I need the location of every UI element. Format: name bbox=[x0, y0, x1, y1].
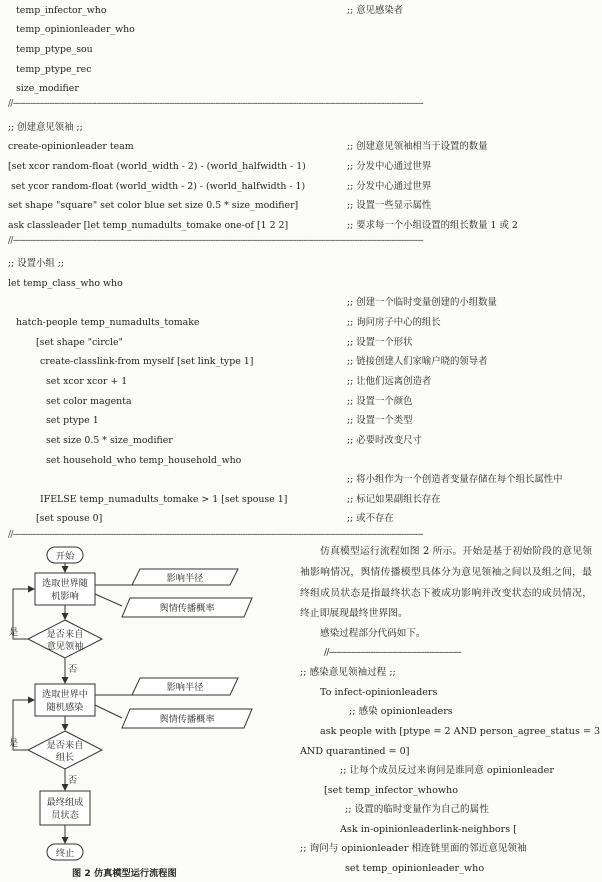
code-comment: ;; 设置一个颜色 bbox=[347, 396, 413, 407]
code-line: [set temp_infector_whowho bbox=[324, 785, 459, 796]
code-comment: ;; 设置一些显示属性 bbox=[347, 200, 432, 211]
code-line: set temp_opinionleader_who bbox=[345, 863, 485, 874]
decision2-line2: 组长 bbox=[55, 752, 75, 763]
step1-label-line1: 选取世界随 bbox=[42, 578, 88, 589]
code-comment: ;; 创建一个临时变量创建的小组数量 bbox=[347, 297, 497, 308]
decision2-line1: 是否来自 bbox=[46, 740, 84, 751]
no-label: 否 bbox=[68, 664, 78, 675]
separator-line: //------------------------------------------------------------------------------------------------------------------------------------------------------------------------ bbox=[8, 99, 423, 109]
code-comment: ;; 将小组作为一个创造者变量存储在每个组长属性中 bbox=[347, 474, 563, 485]
code-comment: ;; 或不存在 bbox=[347, 513, 394, 524]
spread-rate-label-2: 舆情传播概率 bbox=[159, 714, 215, 725]
final-state-line2: 员状态 bbox=[51, 810, 79, 821]
body-paragraph-2: 感染过程部分代码如下。 bbox=[320, 628, 426, 639]
code-comment: ;; 设置的临时变量作为自己的属性 bbox=[345, 804, 489, 815]
code-comment: ;; 意见感染者 bbox=[347, 5, 404, 16]
end-label: 终止 bbox=[55, 848, 75, 859]
section-heading: ;; 创建意见领袖 ;; bbox=[8, 122, 83, 133]
code-comment: ;; 让他们远离创造者 bbox=[347, 376, 432, 387]
code-line: ask people with [ptype = 2 AND person_agree_status = 3 bbox=[320, 726, 601, 737]
separator-line: //------------------------------------------------------------------------------------------------------------------------------------------------------------------------ bbox=[8, 236, 423, 246]
code-line: temp_ptype_rec bbox=[16, 64, 92, 75]
code-line: let temp_class_who who bbox=[8, 278, 123, 289]
decision1-line1: 是否来自 bbox=[46, 629, 84, 640]
code-comment: ;; 设置一个形状 bbox=[347, 337, 413, 348]
influence-radius-label: 影响半径 bbox=[166, 573, 204, 584]
code-comment: ;; 必要时改变尺寸 bbox=[347, 435, 422, 446]
code-comment: ;; 分发中心通过世界 bbox=[347, 161, 432, 172]
final-state-line1: 最终组成 bbox=[46, 797, 84, 808]
code-comment: ;; 询问房子中心的组长 bbox=[347, 317, 441, 328]
code-line: set household_who temp_household_who bbox=[46, 455, 242, 466]
spread-rate-label: 舆情传播概率 bbox=[159, 603, 215, 614]
code-line: create-classlink-from myself [set link_type 1] bbox=[40, 356, 254, 367]
flowchart bbox=[0, 538, 300, 864]
code-line: set size 0.5 * size_modifier bbox=[46, 435, 173, 446]
code-line: set color magenta bbox=[46, 396, 132, 407]
yes-label-2: 是 bbox=[9, 738, 19, 749]
code-comment: ;; 询问与 opinionleader 相连链里面的邻近意见领袖 bbox=[300, 843, 527, 854]
code-line: set xcor xcor + 1 bbox=[46, 376, 128, 387]
code-line: set ycor random-float (world_width - 2) - (world_halfwidth - 1) bbox=[11, 181, 306, 192]
decision1-line2: 意见领袖 bbox=[46, 641, 84, 652]
code-line: set shape "square" set color blue set size 0.5 * size_modifier] bbox=[8, 200, 299, 211]
code-line: set ptype 1 bbox=[46, 415, 99, 426]
paragraph-text: 仿真模型运行流程如图 2 所示。开始是基于初始阶段的意见领袖影响情况，舆情传播模型具体分为意见领袖之间以及组之间，最终组成员状态是指最终状态下被成功影响并改变状态的成员情况，终止即展现最终世界图。 bbox=[300, 546, 592, 620]
body-paragraph bbox=[300, 542, 592, 625]
separator-line: //------------------------------------------------------ bbox=[324, 648, 461, 658]
code-comment: ;; 让每个成员反过来询问是谁同意 opinionleader bbox=[340, 765, 554, 776]
separator-line: //------------------------------------------------------------------------------------------------------------------------------------------------------------------------ bbox=[8, 530, 423, 540]
code-comment: ;; 标记如果副组长存在 bbox=[347, 494, 441, 505]
code-comment: ;; 要求每一个小组设置的组长数量 1 或 2 bbox=[347, 220, 518, 231]
yes-label: 是 bbox=[9, 627, 19, 638]
code-line: temp_opinionleader_who bbox=[16, 24, 135, 35]
section-heading: ;; 设置小组 ;; bbox=[8, 258, 65, 269]
code-line: IFELSE temp_numadults_tomake > 1 [set spouse 1] bbox=[40, 494, 288, 505]
code-line: ask classleader [let temp_numadults_tomake one-of [1 2 2] bbox=[8, 220, 289, 231]
code-line: create-opinionleader team bbox=[8, 141, 134, 152]
code-comment: ;; 感染 opinionleaders bbox=[349, 706, 453, 717]
code-line: [set shape "circle" bbox=[36, 337, 123, 348]
code-comment: ;; 分发中心通过世界 bbox=[347, 181, 432, 192]
code-line: hatch-people temp_numadults_tomake bbox=[16, 317, 200, 328]
no-label-2: 否 bbox=[68, 775, 78, 786]
step2-label-line2: 随机感染 bbox=[46, 702, 84, 713]
code-comment: ;; 链接创建人们家喻户晓的领导者 bbox=[347, 356, 488, 367]
code-line: Ask in-opinionleaderlink-neighbors [ bbox=[340, 824, 517, 835]
step2-label-line1: 选取世界中 bbox=[42, 689, 88, 700]
code-line: AND quarantined = 0] bbox=[300, 746, 410, 757]
code-line: size_modifier bbox=[16, 83, 79, 94]
code-line: temp_infector_who bbox=[16, 5, 107, 16]
code-line: [set spouse 0] bbox=[36, 513, 103, 524]
code-line: [set xcor random-float (world_width - 2) - (world_halfwidth - 1) bbox=[8, 161, 306, 172]
step1-label-line2: 机影响 bbox=[51, 591, 79, 602]
start-label: 开始 bbox=[55, 551, 75, 562]
figure-caption: 图 2 仿真模型运行流程图 bbox=[72, 868, 177, 879]
code-line: To infect-opinionleaders bbox=[320, 687, 438, 698]
code-comment: ;; 设置一个类型 bbox=[347, 415, 413, 426]
code-line: ;; 感染意见领袖过程 ;; bbox=[300, 667, 396, 678]
code-comment: ;; 创建意见领袖相当于设置的数量 bbox=[347, 141, 488, 152]
influence-radius-label-2: 影响半径 bbox=[166, 682, 204, 693]
code-line: temp_ptype_sou bbox=[16, 44, 93, 55]
